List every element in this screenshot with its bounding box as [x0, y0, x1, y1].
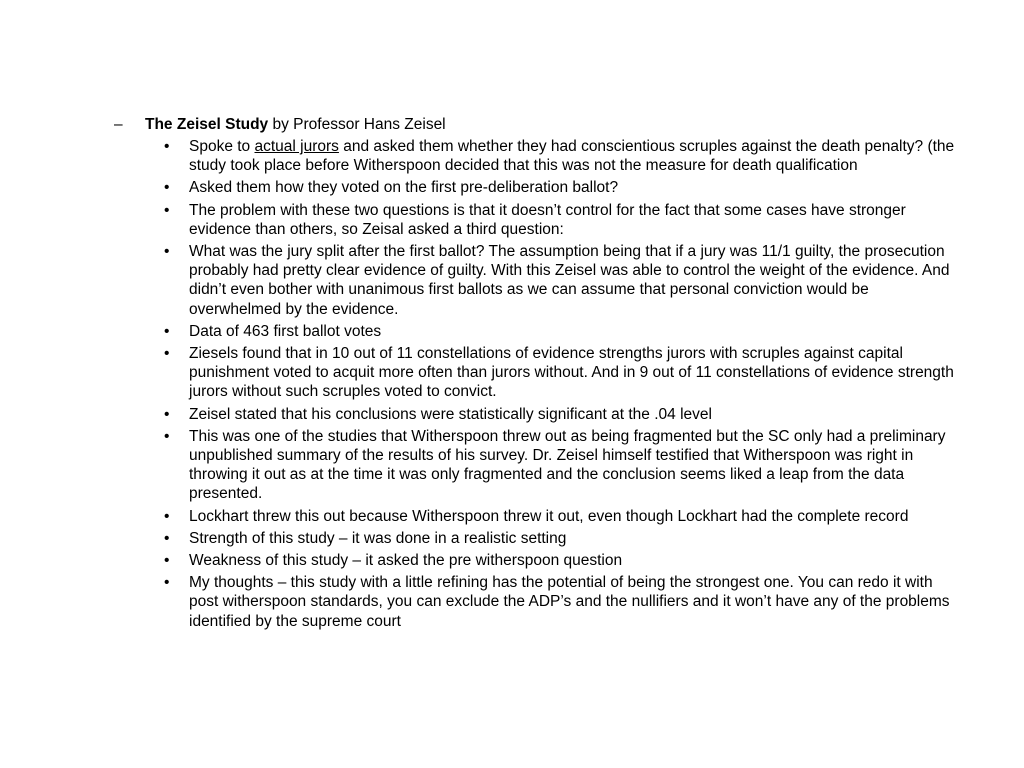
bullet-text: Lockhart threw this out because Witherspoon threw it out, even though Lockhart had the complete record — [189, 507, 909, 525]
bullet-icon: • — [164, 322, 170, 340]
bullet-text: Asked them how they voted on the first pre-deliberation ballot? — [189, 179, 619, 197]
bullet-item — [164, 137, 964, 175]
bullet-text: My thoughts – this study with a little refining has the potential of being the strongest one. You can redo it with post witherspoon standards, you can exclude the ADP’s and the nullifiers and it won’t have any of the problems identified by the supreme court — [189, 574, 950, 630]
bullet-text: What was the jury split after the first ballot? The assumption being that if a jury was 11/1 guilty, the prosecution probably had pretty clear evidence of guilty. With this Zeisel was able to control the weight of the evidence. And didn’t even bother with unanimous first ballots as we can assume that personal conviction would be overwhelmed by the evidence. — [189, 243, 950, 318]
bullet-item — [164, 201, 964, 239]
bullet-text: The problem with these two questions is that it doesn’t control for the fact that some cases have stronger evidence than others, so Zeisal asked a third question: — [189, 201, 906, 238]
bullet-item — [164, 551, 964, 570]
bullet-item — [164, 242, 964, 319]
bullet-text: Ziesels found that in 10 out of 11 constellations of evidence strengths jurors with scruples against capital punishment voted to acquit more often than jurors without. And in 9 out of 11 constellations of evidence strength jurors without such scruples voted to convict. — [189, 345, 954, 401]
underlined-phrase: actual jurors — [254, 138, 339, 155]
bullet-icon: • — [164, 574, 170, 592]
heading-title: The Zeisel Study — [145, 116, 269, 133]
bullet-text: Data of 463 first ballot votes — [189, 322, 382, 340]
bullet-item — [164, 573, 964, 631]
bullet-list — [164, 137, 964, 634]
bullet-icon: • — [164, 507, 170, 525]
heading-subtitle: by Professor Hans Zeisel — [268, 116, 446, 133]
bullet-item — [164, 507, 964, 526]
heading-text — [145, 115, 446, 135]
bullet-icon: • — [164, 552, 170, 570]
bullet-item — [164, 529, 964, 548]
bullet-icon: • — [164, 345, 170, 363]
bullet-text: Zeisel stated that his conclusions were statistically significant at the .04 level — [189, 405, 712, 423]
bullet-icon: • — [164, 427, 170, 445]
bullet-item — [164, 427, 964, 504]
bullet-icon: • — [164, 405, 170, 423]
heading-dash: – — [114, 116, 123, 133]
bullet-text-post: and asked them whether they had conscientious scruples against the death penalty? (the study took place before Witherspoon decided that this was not the measure for death qualification — [189, 138, 955, 175]
bullet-text: Weakness of this study – it asked the pre witherspoon question — [189, 552, 623, 570]
bullet-icon: • — [164, 201, 170, 219]
bullet-text-pre: Spoke to — [189, 138, 255, 155]
bullet-item — [164, 322, 964, 341]
bullet-item — [164, 344, 964, 402]
bullet-icon: • — [164, 529, 170, 547]
bullet-icon: • — [164, 179, 170, 197]
bullet-text — [189, 138, 954, 174]
bullet-item — [164, 405, 964, 424]
bullet-icon: • — [164, 138, 170, 155]
bullet-item — [164, 178, 964, 197]
bullet-text: This was one of the studies that Witherspoon threw out as being fragmented but the SC only had a preliminary unpublished summary of the results of his survey. Dr. Zeisel himself testified that Witherspoon was right in throwing it out as at the time it was only fragmented and the conclusion seems liked a leap from the data presented. — [189, 427, 946, 503]
bullet-text: Strength of this study – it was done in a realistic setting — [189, 529, 567, 547]
bullet-icon: • — [164, 243, 170, 261]
